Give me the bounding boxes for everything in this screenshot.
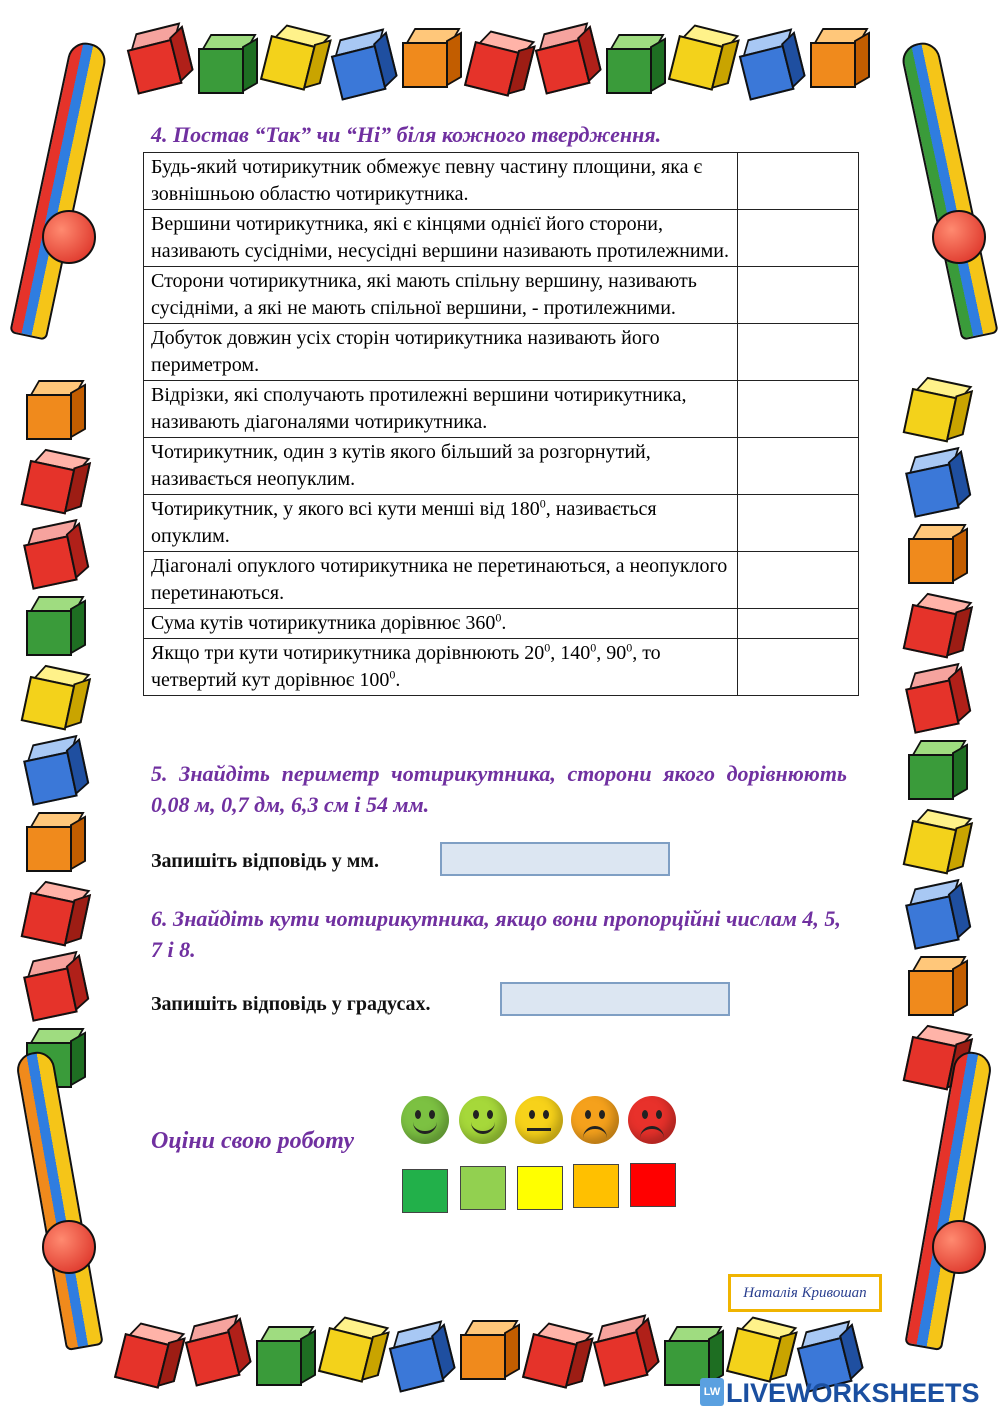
answer-cell[interactable] [738, 438, 859, 495]
decorative-cube [667, 21, 742, 96]
decorative-pencil [14, 1049, 104, 1351]
statement-text: Чотирикутник, у якого всі кути менші від $180^0$, називається опуклим. [144, 495, 738, 552]
mouth [527, 1128, 551, 1131]
decorative-cube [26, 596, 88, 658]
mouth [471, 1122, 495, 1134]
table-row [144, 495, 859, 552]
decorative-cube [902, 590, 976, 664]
table-row [144, 609, 859, 639]
answer-cell[interactable] [738, 267, 859, 324]
decorative-cube [20, 950, 94, 1024]
decorative-pencil [9, 39, 109, 340]
decorative-cube [908, 740, 970, 802]
statement-text: Добуток довжин усіх сторін чотирикутника називають його периметром. [144, 324, 738, 381]
decorative-cube [463, 27, 538, 102]
eye [473, 1110, 479, 1119]
statement-text: Вершини чотирикутника, які є кінцями однієї його сторони, називають сусідніми, несусідні вершини називають протилежними. [144, 210, 738, 267]
neutral-smiley-icon[interactable] [515, 1096, 563, 1144]
answer-cell[interactable] [738, 153, 859, 210]
author-signature: Наталія Кривошап [728, 1274, 882, 1312]
decorative-cube [20, 662, 94, 736]
answer-cell[interactable] [738, 210, 859, 267]
decorative-cube [256, 1326, 318, 1388]
decorative-cube [402, 28, 464, 90]
table-row [144, 153, 859, 210]
sad-smiley-icon[interactable] [571, 1096, 619, 1144]
decorative-cube [317, 1313, 392, 1388]
decorative-cube [908, 524, 970, 586]
statements-table [143, 152, 859, 696]
decorative-cube [902, 806, 976, 880]
decorative-cube [20, 518, 94, 592]
decorative-cube [123, 21, 198, 96]
decorative-cube [20, 878, 94, 952]
liveworksheets-logo [700, 1378, 980, 1409]
mouth [413, 1122, 437, 1134]
statement-text: Відрізки, які сполучають протилежні вершини чотирикутника, називають діагоналями чотирикутника. [144, 381, 738, 438]
mouth [640, 1126, 664, 1138]
brand-name: LIVEWORKSHEETS [726, 1378, 980, 1408]
decorative-cube [606, 34, 668, 96]
decorative-cube [735, 27, 810, 102]
decorative-apple [42, 210, 96, 264]
decorative-cube [908, 956, 970, 1018]
statement-text: Якщо три кути чотирикутника дорівнюють $20^0$, $140^0$, $90^0$, то четвертий кут дорівнює $100^0$. [144, 639, 738, 696]
decorative-cube [902, 662, 976, 736]
decorative-cube [902, 374, 976, 448]
table-row [144, 324, 859, 381]
task6-heading: 6. Знайдіть кути чотирикутника, якщо вони пропорційні числам 4, 5, 7 і 8. [151, 906, 841, 962]
answer-cell[interactable] [738, 552, 859, 609]
happy-smiley-icon[interactable] [459, 1096, 507, 1144]
decorative-cube [531, 21, 606, 96]
decorative-cube [20, 446, 94, 520]
sad-rating-square[interactable] [573, 1164, 619, 1208]
answer-cell[interactable] [738, 495, 859, 552]
decorative-cube [810, 28, 872, 90]
logo-badge: LW [700, 1378, 724, 1406]
decorative-cube [181, 1313, 256, 1388]
angry-rating-square[interactable] [630, 1163, 676, 1207]
statement-text: Сума кутів чотирикутника дорівнює $360^0$. [144, 609, 738, 639]
decorative-cube [26, 812, 88, 874]
very-happy-rating-square[interactable] [402, 1169, 448, 1213]
decorative-cube [521, 1319, 596, 1394]
mouth [583, 1126, 607, 1138]
statement-text: Будь-який чотирикутник обмежує певну частину площини, яка є зовнішньою областю чотирикутника. [144, 153, 738, 210]
decorative-apple [42, 1220, 96, 1274]
answer-cell[interactable] [738, 381, 859, 438]
decorative-pencil [904, 1049, 994, 1351]
decorative-cube [20, 734, 94, 808]
decorative-cube [902, 446, 976, 520]
self-rating-label: Оціни свою роботу [151, 1128, 354, 1154]
decorative-cube [113, 1319, 188, 1394]
table-row [144, 438, 859, 495]
answer-cell[interactable] [738, 639, 859, 696]
decorative-cube [259, 21, 334, 96]
task4-heading: 4. Постав “Так” чи “Ні” біля кожного твердження. [151, 122, 662, 147]
table-row [144, 267, 859, 324]
decorative-cube [460, 1320, 522, 1382]
table-row [144, 639, 859, 696]
statement-text: Діагоналі опуклого чотирикутника не перетинаються, а неопуклого перетинаються. [144, 552, 738, 609]
eye [529, 1110, 535, 1119]
statement-text: Сторони чотирикутника, які мають спільну вершину, називають сусідніми, а які не мають спільної вершини, - протилежними. [144, 267, 738, 324]
decorative-cube [385, 1319, 460, 1394]
decorative-apple [932, 1220, 986, 1274]
task5-answer-input[interactable] [440, 842, 670, 876]
eye [642, 1110, 648, 1119]
eye [543, 1110, 549, 1119]
decorative-pencil [899, 39, 999, 340]
table-row [144, 381, 859, 438]
answer-cell[interactable] [738, 609, 859, 639]
happy-rating-square[interactable] [460, 1166, 506, 1210]
angry-smiley-icon[interactable] [628, 1096, 676, 1144]
eye [429, 1110, 435, 1119]
task6-answer-label: Запишіть відповідь у градусах. [151, 993, 431, 1015]
eye [415, 1110, 421, 1119]
statement-text: Чотирикутник, один з кутів якого більший за розгорнутий, називається неопуклим. [144, 438, 738, 495]
eye [599, 1110, 605, 1119]
decorative-cube [902, 878, 976, 952]
table-row [144, 210, 859, 267]
decorative-cube [198, 34, 260, 96]
eye [656, 1110, 662, 1119]
decorative-cube [589, 1313, 664, 1388]
decorative-cube [327, 27, 402, 102]
neutral-rating-square[interactable] [517, 1166, 563, 1210]
task5-heading: 5. Знайдіть периметр чотирикутника, сторони якого дорівнюють 0,08 м, 0,7 дм, 6,3 см і 54 мм. [151, 761, 847, 817]
decorative-cube [26, 380, 88, 442]
eye [487, 1110, 493, 1119]
answer-cell[interactable] [738, 324, 859, 381]
table-row [144, 552, 859, 609]
eye [585, 1110, 591, 1119]
decorative-apple [932, 210, 986, 264]
task6-answer-input[interactable] [500, 982, 730, 1016]
very-happy-smiley-icon[interactable] [401, 1096, 449, 1144]
task5-answer-label: Запишіть відповідь у мм. [151, 850, 379, 872]
